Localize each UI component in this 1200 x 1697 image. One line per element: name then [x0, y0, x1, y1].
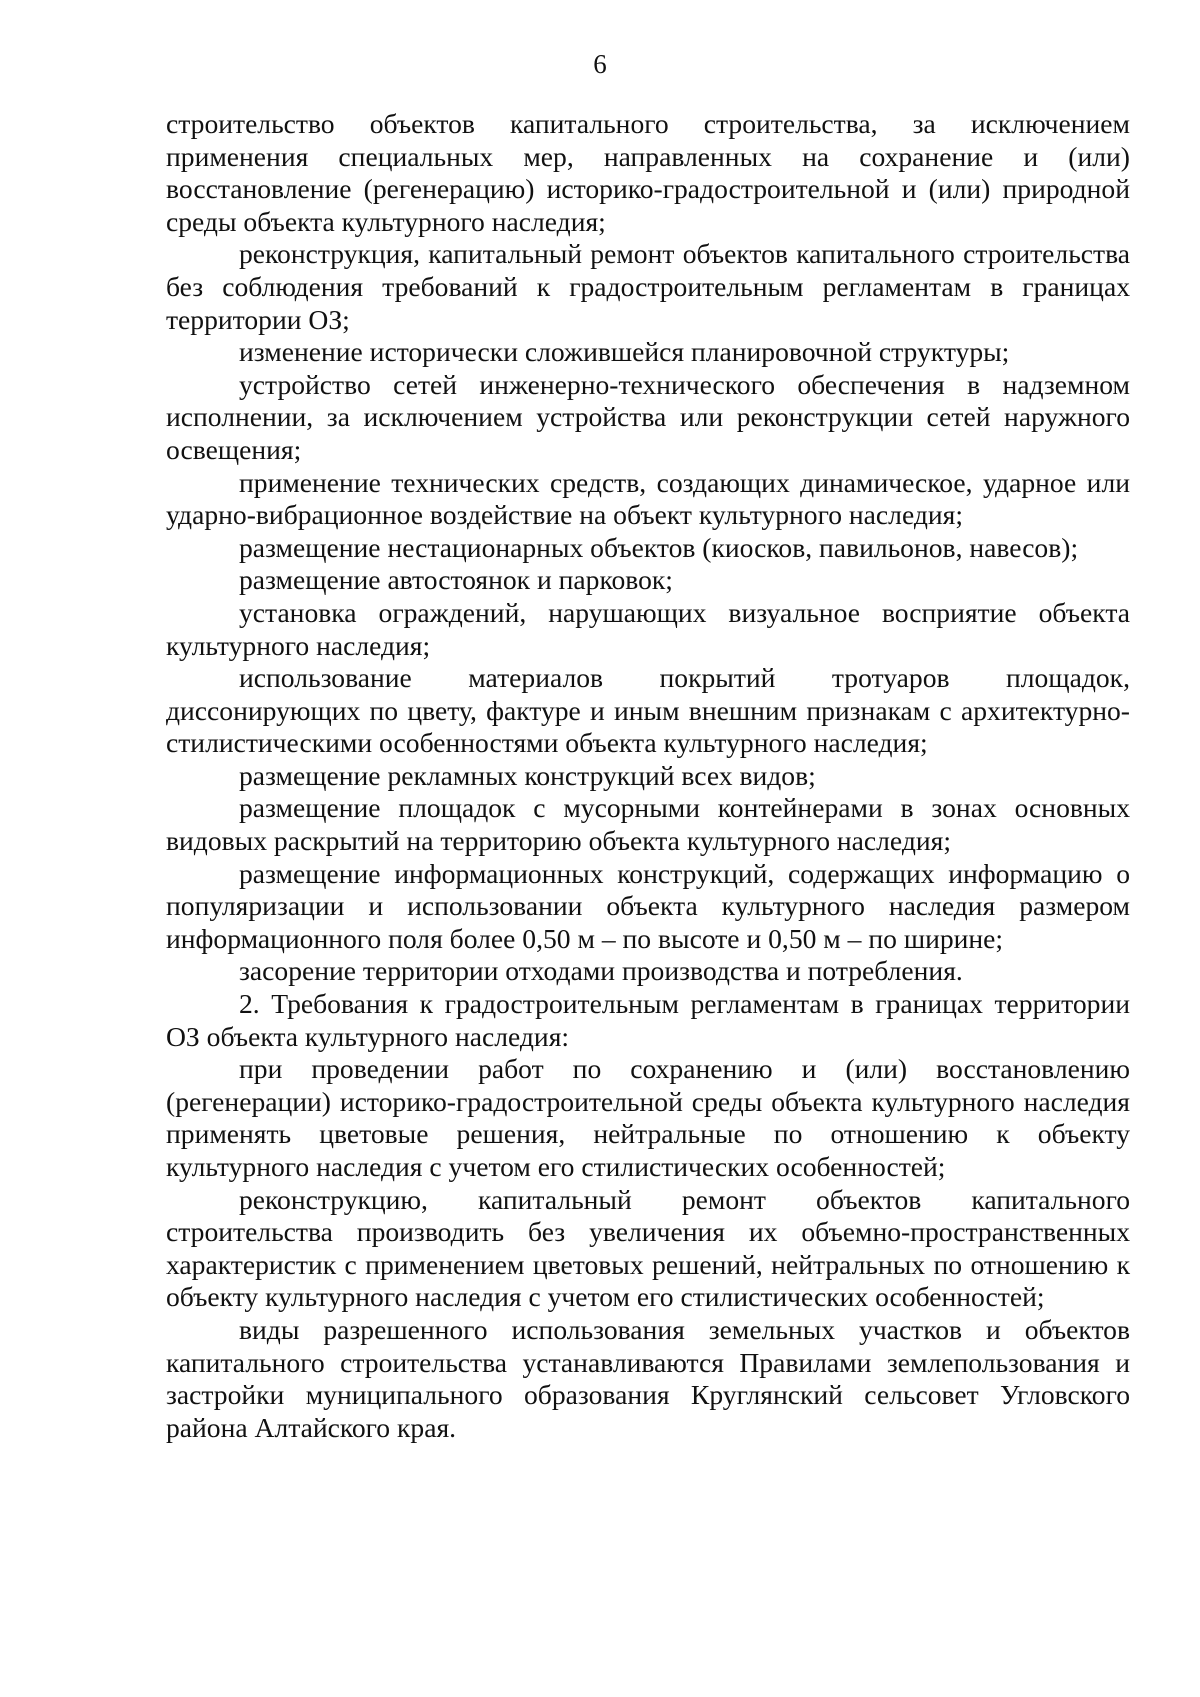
paragraph-paving-materials: использование материалов покрытий тротуаров площадок, диссонирующих по цвету, фактуре и иным внешним признакам с архитектурно-стилистическими особенностями объекта культурного наследия;: [166, 662, 1130, 759]
paragraph-advertising: размещение рекламных конструкций всех видов;: [239, 759, 816, 791]
paragraph-temporary-objects: размещение нестационарных объектов (киосков, павильонов, навесов);: [239, 531, 1079, 563]
paragraph-reconstruction-restriction: реконструкция, капитальный ремонт объектов капитального строительства без соблюдения требований к градостроительным регламентам в границах территории ОЗ;: [166, 238, 1130, 335]
paragraph-engineering-networks: устройство сетей инженерно-технического обеспечения в надземном исполнении, за исключением устройства или реконструкции сетей наружного освещения;: [166, 368, 1130, 465]
paragraph-permitted-use: виды разрешенного использования земельных участков и объектов капитального строительства устанавливаются Правилами землепользования и застройки муниципального образования Круглянский сельсовет Угловского района Алтайского края.: [166, 1313, 1130, 1443]
paragraph-construction-restriction: строительство объектов капитального строительства, за исключением применения специальных мер, направленных на сохранение и (или) восстановление (регенерацию) историко-градостроительной и (или) природной среды объекта культурного наследия;: [166, 108, 1130, 237]
paragraph-fences: установка ограждений, нарушающих визуальное восприятие объекта культурного наследия;: [166, 596, 1130, 661]
paragraph-planning-structure: изменение исторически сложившейся планировочной структуры;: [239, 336, 1010, 368]
paragraph-technical-means: применение технических средств, создающих динамическое, ударное или ударно-вибрационное воздействие на объект культурного наследия;: [166, 466, 1130, 531]
paragraph-reconstruction-requirements: реконструкцию, капитальный ремонт объектов капитального строительства производить без увеличения их объемно-пространственных характеристик с применением цветовых решений, нейтральных по отношению к объекту культурного наследия с учетом его стилистических особенностей;: [166, 1183, 1130, 1313]
document-body: [166, 108, 1130, 1444]
paragraph-parking: размещение автостоянок и парковок;: [239, 564, 673, 596]
paragraph-littering: засорение территории отходами производства и потребления.: [239, 955, 963, 987]
paragraph-waste-containers: размещение площадок с мусорными контейнерами в зонах основных видовых раскрытий на территорию объекта культурного наследия;: [166, 792, 1130, 857]
paragraph-section-2-heading: 2. Требования к градостроительным регламентам в границах территории ОЗ объекта культурного наследия:: [166, 988, 1130, 1052]
paragraph-information-structures: размещение информационных конструкций, содержащих информацию о популяризации и использовании объекта культурного наследия размером информационного поля более 0,50 м – по высоте и 0,50 м – по ширине;: [166, 857, 1130, 954]
page-number: 6: [593, 49, 607, 79]
paragraph-color-solutions: при проведении работ по сохранению и (или) восстановлению (регенерации) историко-градостроительной среды объекта культурного наследия применять цветовые решения, нейтральные по отношению к объекту культурного наследия с учетом его стилистических особенностей;: [166, 1053, 1130, 1182]
